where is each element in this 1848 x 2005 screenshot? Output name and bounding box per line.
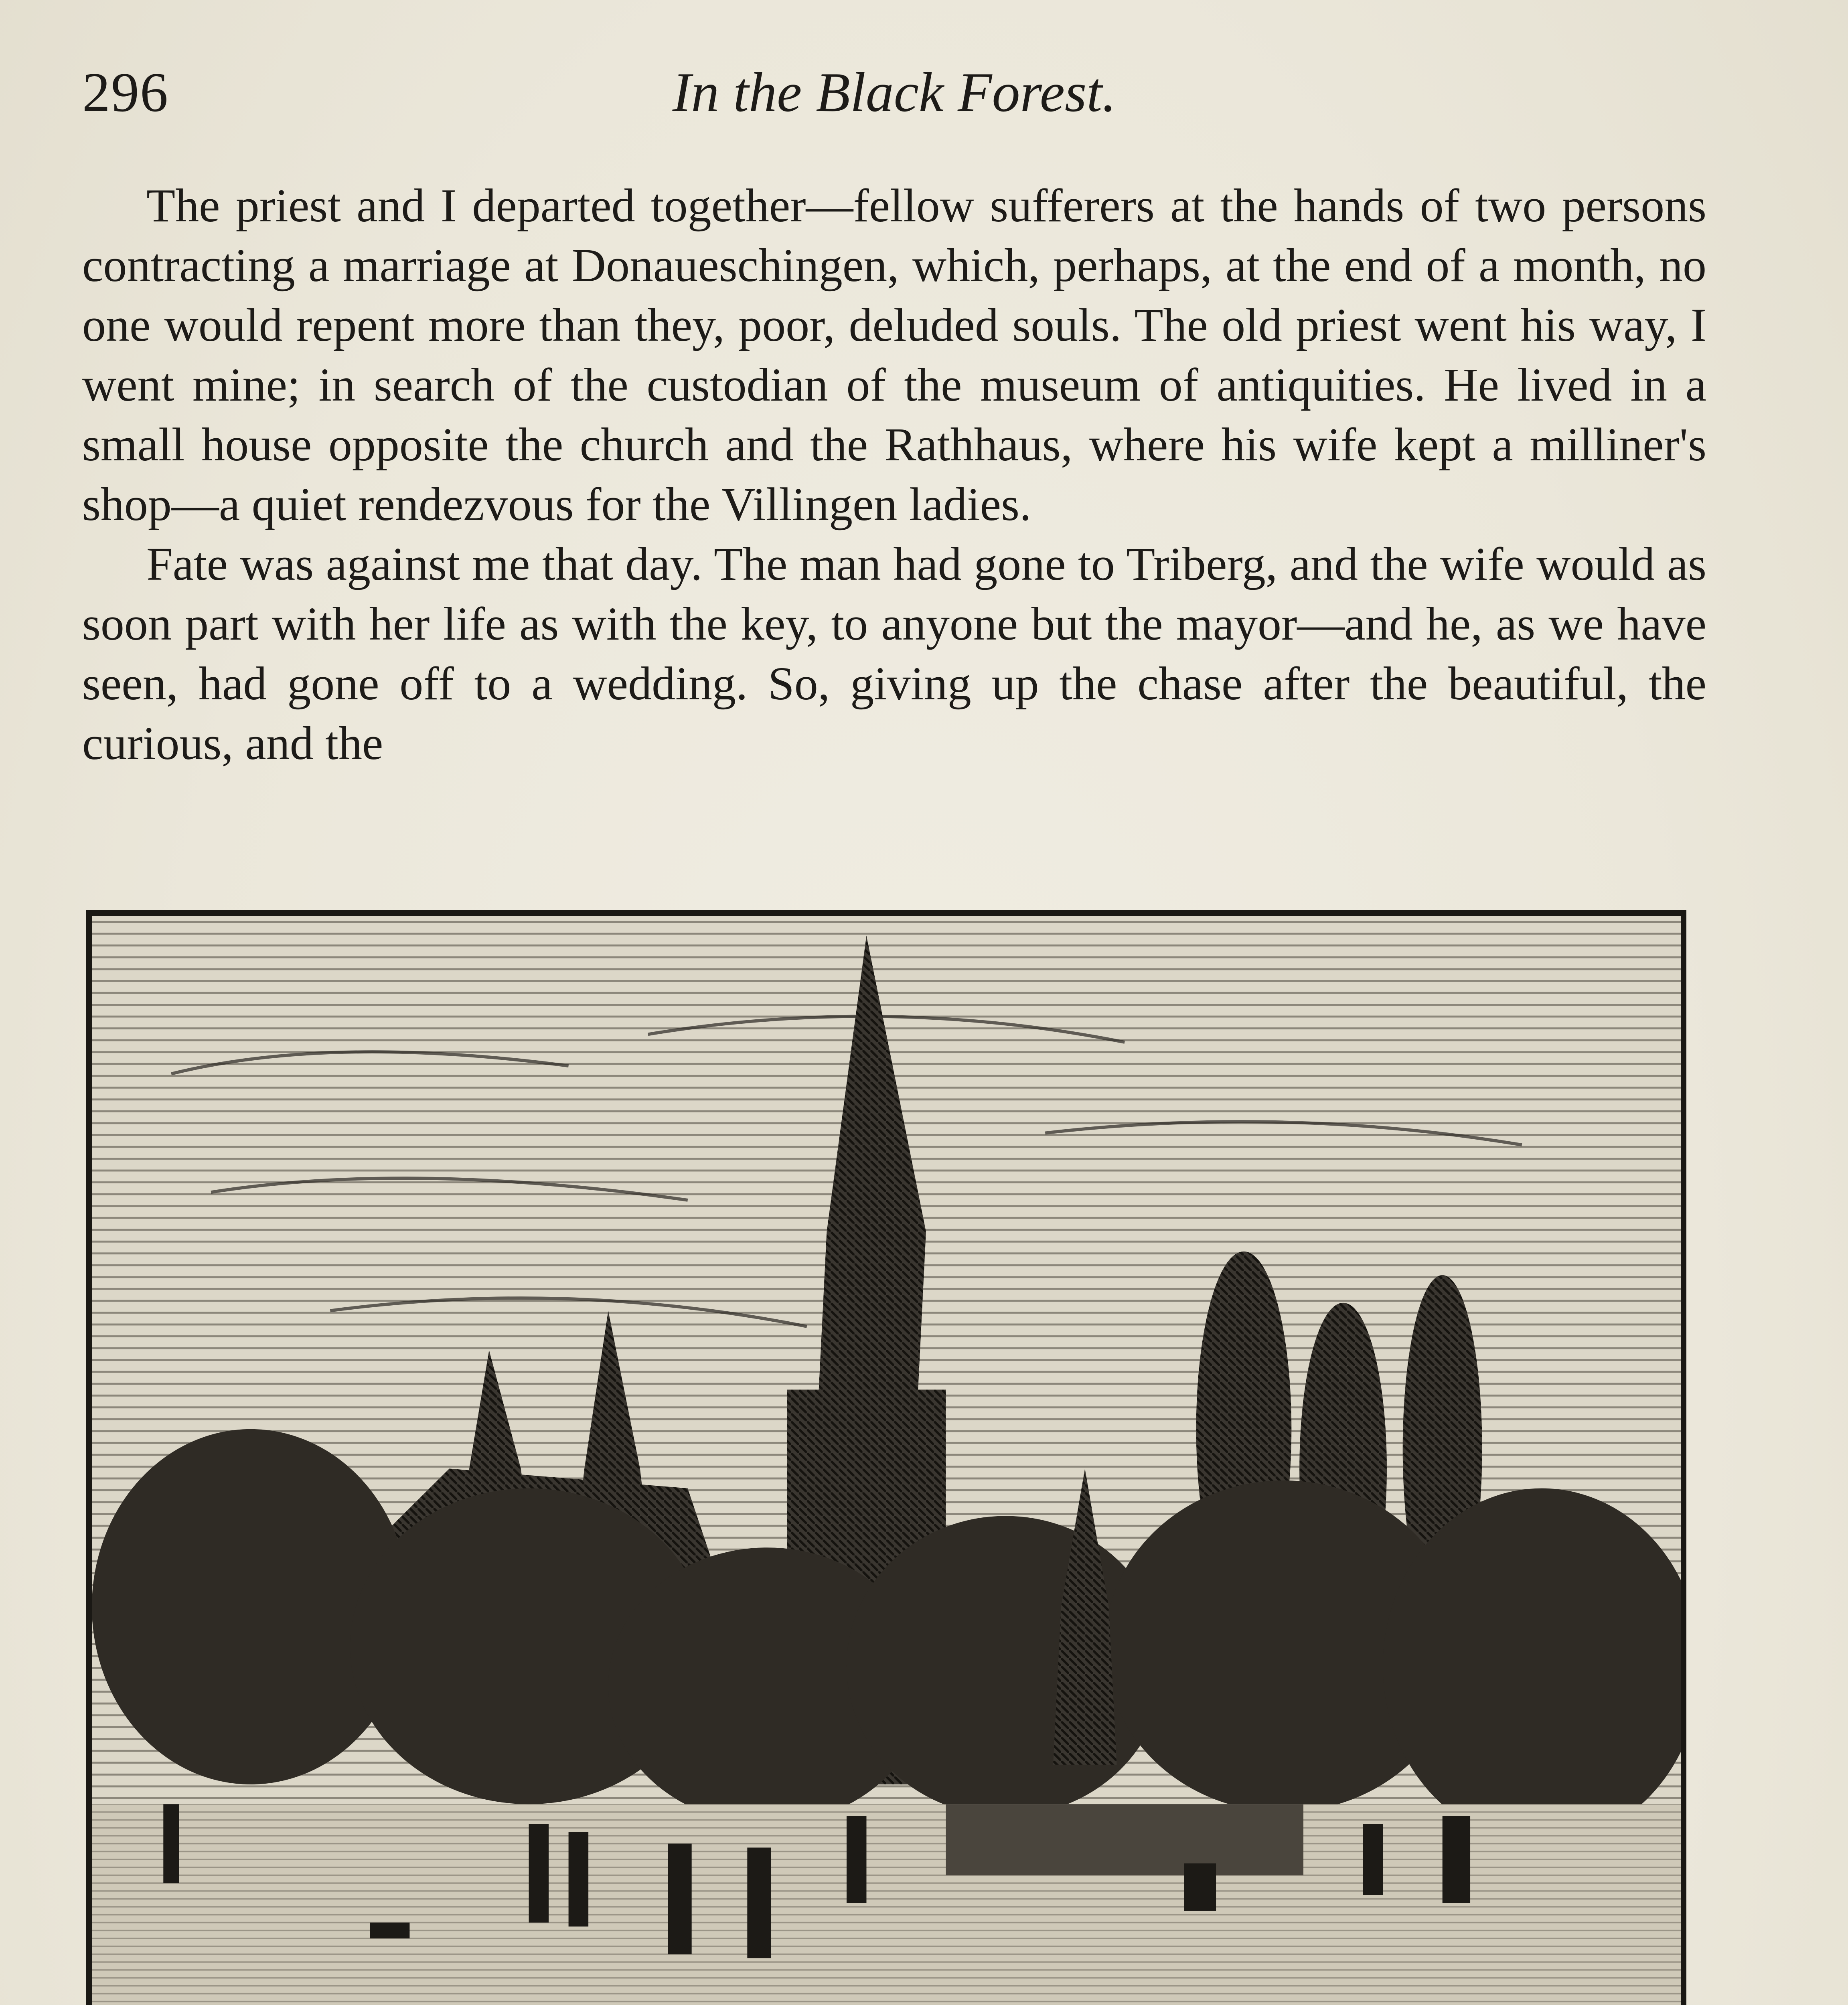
engraving-illustration	[86, 910, 1686, 2005]
paragraph: The priest and I departed together—fellow sufferers at the hands of two persons contracting a marriage at Donaueschingen, which, perhaps, at the end of a month, no one would repent more than they, poor, deluded souls. The old priest went his way, I went mine; in search of the custodian of the museum of antiquities. He lived in a small house opposite the church and the Rathhaus, where his wife kept a milliner's shop—a quiet rendezvous for the Villingen ladies.	[82, 179, 1706, 531]
paragraph: Fate was against me that day. The man had gone to Triberg, and the wife would as soon part with her life as with the key, to anyone but the mayor—and he, as we have seen, had gone off to a wedding. So, giving up the chase after the beautiful, the curious, and the	[82, 538, 1706, 770]
freiburg-engraving	[92, 916, 1681, 2005]
page-header	[82, 60, 1706, 132]
running-title: In the Black Forest.	[672, 61, 1116, 124]
text-block-top	[82, 176, 1706, 773]
page-number: 296	[82, 61, 169, 124]
